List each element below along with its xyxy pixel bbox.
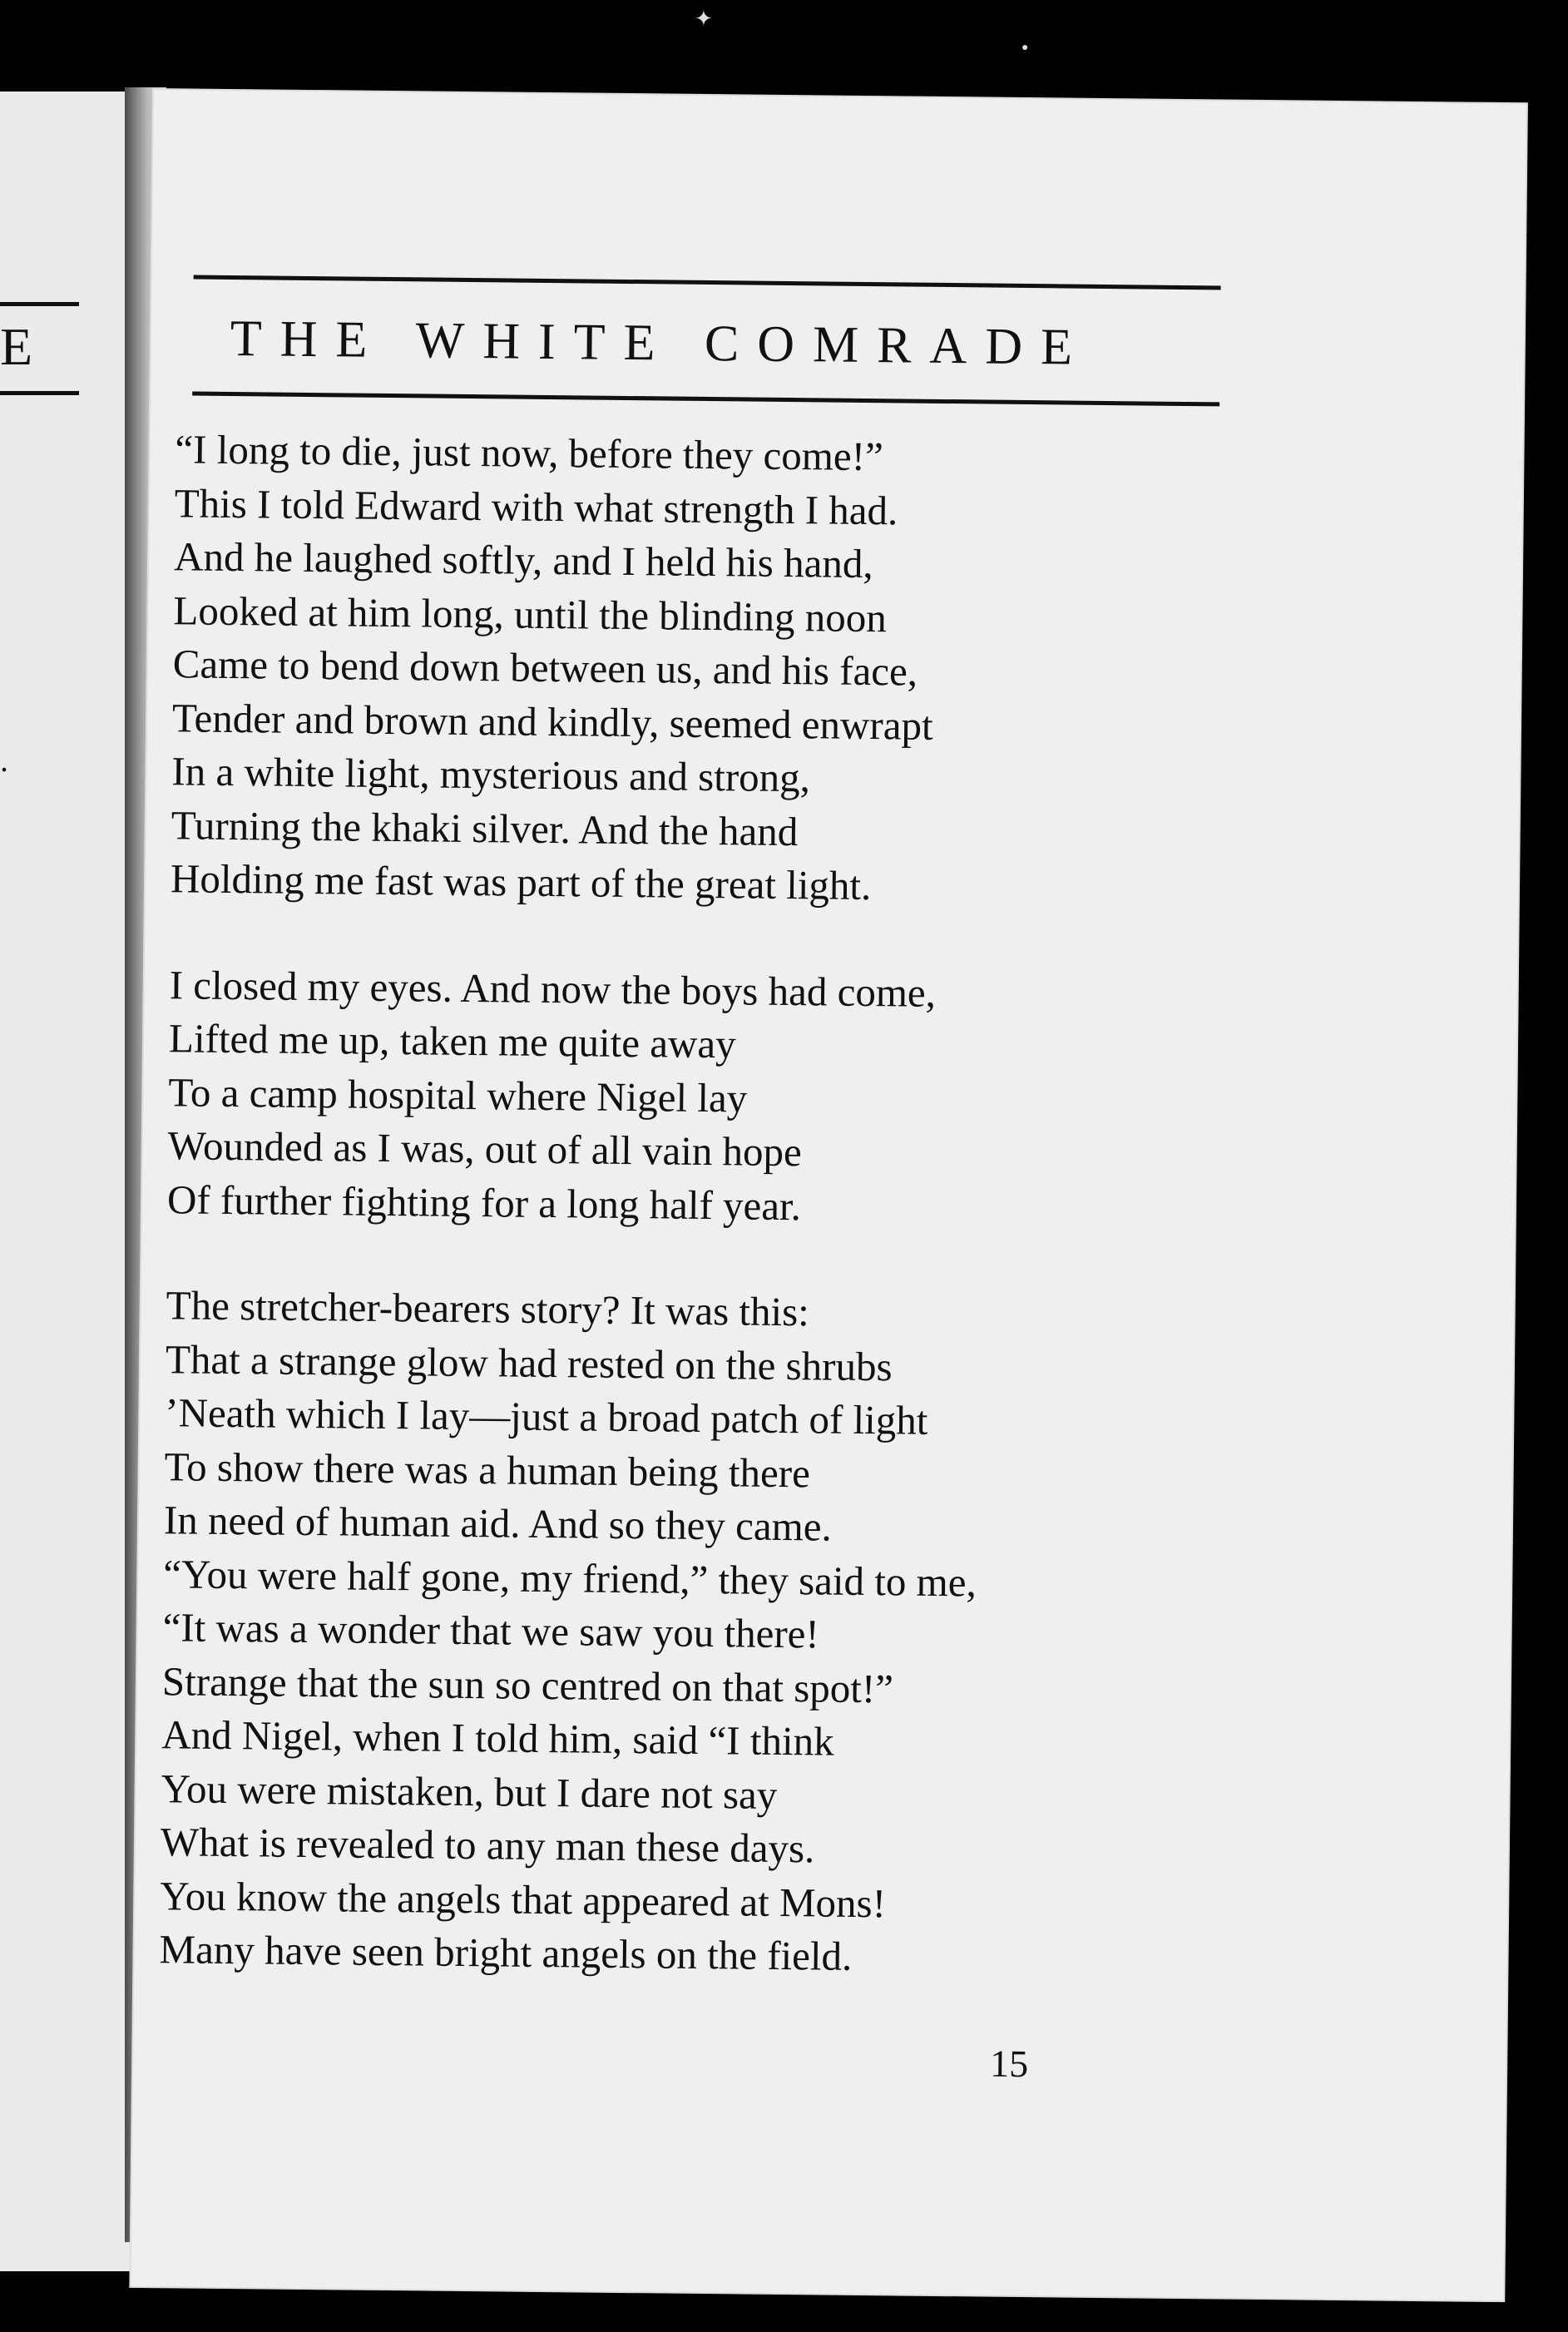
- poem-line: You know the angels that appeared at Mons!: [159, 1872, 887, 1926]
- page-number: 15: [989, 2042, 1029, 2086]
- left-page-header-fragment: E: [0, 317, 38, 376]
- poem-line: That a strange glow had rested on the shrubs: [165, 1335, 893, 1389]
- running-head: THE WHITE COMRADE: [230, 309, 1091, 376]
- stanza: [159, 1279, 1248, 1988]
- book-page: [131, 90, 1526, 2300]
- poem-line: And Nigel, when I told him, said “I think: [161, 1711, 834, 1765]
- poem-line: Of further fighting for a long half year.: [166, 1176, 802, 1229]
- poem-line: ’Neath which I lay—just a broad patch of light: [165, 1389, 928, 1443]
- poem-line: Many have seen bright angels on the field.: [159, 1926, 853, 1979]
- poem-line: In need of human aid. And so they came.: [163, 1497, 833, 1550]
- poem-line: In a white light, mysterious and strong,: [171, 748, 811, 801]
- poem-line: And he laughed softly, and I held his hand,: [173, 533, 873, 587]
- poem-line: Lifted me up, taken me quite away: [168, 1015, 736, 1067]
- poem-line: I closed my eyes. And now the boys had come,: [169, 961, 937, 1016]
- poem-line: Came to bend down between us, and his face,: [172, 641, 918, 695]
- poem-line: To a camp hospital where Nigel lay: [168, 1068, 748, 1121]
- poem-line: Turning the khaki silver. And the hand: [171, 801, 799, 854]
- poem-line: Looked at him long, until the blinding noon: [173, 587, 888, 641]
- poem-line: “It was a wonder that we saw you there!: [162, 1604, 820, 1657]
- stanza: [167, 958, 1251, 1238]
- poem-line: To show there was a human being there: [164, 1443, 811, 1496]
- stanza: [171, 423, 1257, 917]
- poem-line: Tender and brown and kindly, seemed enwrapt: [171, 694, 933, 749]
- poem-line: The stretcher-bearers story? It was this:: [166, 1282, 810, 1335]
- dust-speck: ●: [1021, 42, 1029, 54]
- poem-line: “I long to die, just now, before they come!”: [175, 426, 884, 480]
- poem-line: Strange that the sun so centred on that spot!”: [161, 1657, 894, 1711]
- poem-line: “You were half gone, my friend,” they said to me,: [163, 1550, 977, 1605]
- poem-line: Wounded as I was, out of all vain hope: [167, 1122, 803, 1176]
- dust-speck: ✦: [695, 7, 713, 31]
- poem-line: You were mistaken, but I dare not say: [161, 1765, 778, 1818]
- left-page-header-rule: [0, 302, 79, 306]
- poem-line: Holding me fast was part of the great light.: [170, 855, 872, 909]
- left-page-fragment: [0, 92, 133, 2271]
- poem-line: This I told Edward with what strength I had.: [174, 479, 898, 533]
- poem-line: What is revealed to any man these days.: [160, 1819, 815, 1872]
- poem-body: [159, 423, 1257, 2040]
- left-page-stray-mark: .: [0, 741, 8, 779]
- header-rule-bottom: [192, 392, 1219, 407]
- header-rule-top: [194, 275, 1221, 290]
- left-page-header-rule: [0, 391, 79, 395]
